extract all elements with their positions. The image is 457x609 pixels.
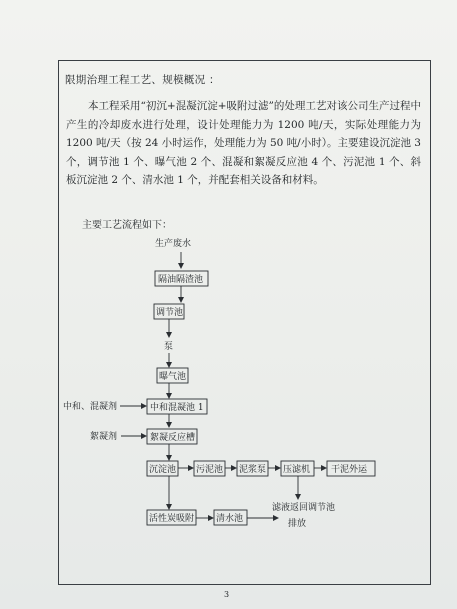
pump-label: 泵 xyxy=(164,342,174,352)
dosing-2-label: 絮凝剂 xyxy=(90,432,118,442)
section-title: 限期治理工程工艺、规模概况 ： xyxy=(65,74,220,86)
filtrate-label: 滤液返回调节池 xyxy=(272,503,336,513)
sedimentation-label: 沉淀池 xyxy=(149,465,177,475)
flow-title: 主要工艺流程如下： xyxy=(82,220,172,231)
dry-sludge-label: 干泥外运 xyxy=(331,465,368,475)
discharge-label: 排放 xyxy=(288,519,307,529)
equalization-label: 调节池 xyxy=(156,308,184,318)
description-paragraph xyxy=(66,97,421,190)
paragraph-text: 本工程采用“初沉+混凝沉淀+吸附过滤”的处理工艺对该公司生产过程中产生的冷却废水进行处理，设计处理能力为 1200 吨/天，实际处理能力为 1200 吨/天（按 24 小时运作，处理能力为 50 吨/小时）。主要建设沉淀池 3 个，调节池 1 个、曝气池 2 个、混凝和絮凝反应池 4 个、污泥池 1 个、斜板沉淀池 2 个、清水池 1 个，并配套相关设备和材料。 xyxy=(66,100,421,187)
carbon-label: 活性炭吸附 xyxy=(149,514,195,524)
dosing-1-label: 中和、混凝剂 xyxy=(63,402,118,412)
sludge-tank-label: 污泥池 xyxy=(196,465,224,475)
clear-tank-label: 清水池 xyxy=(216,514,244,524)
sludge-pump-label: 泥浆泵 xyxy=(239,465,267,475)
page-number: 3 xyxy=(224,590,230,599)
filter-press-label: 压滤机 xyxy=(283,465,311,475)
source-label: 生产废水 xyxy=(155,239,192,249)
oil-tank-label: 隔油隔渣池 xyxy=(158,275,204,285)
aeration-label: 曝气池 xyxy=(159,372,187,382)
neutralization-label: 中和混凝池 1 xyxy=(150,403,204,413)
flocculation-label: 絮凝反应槽 xyxy=(150,433,196,443)
